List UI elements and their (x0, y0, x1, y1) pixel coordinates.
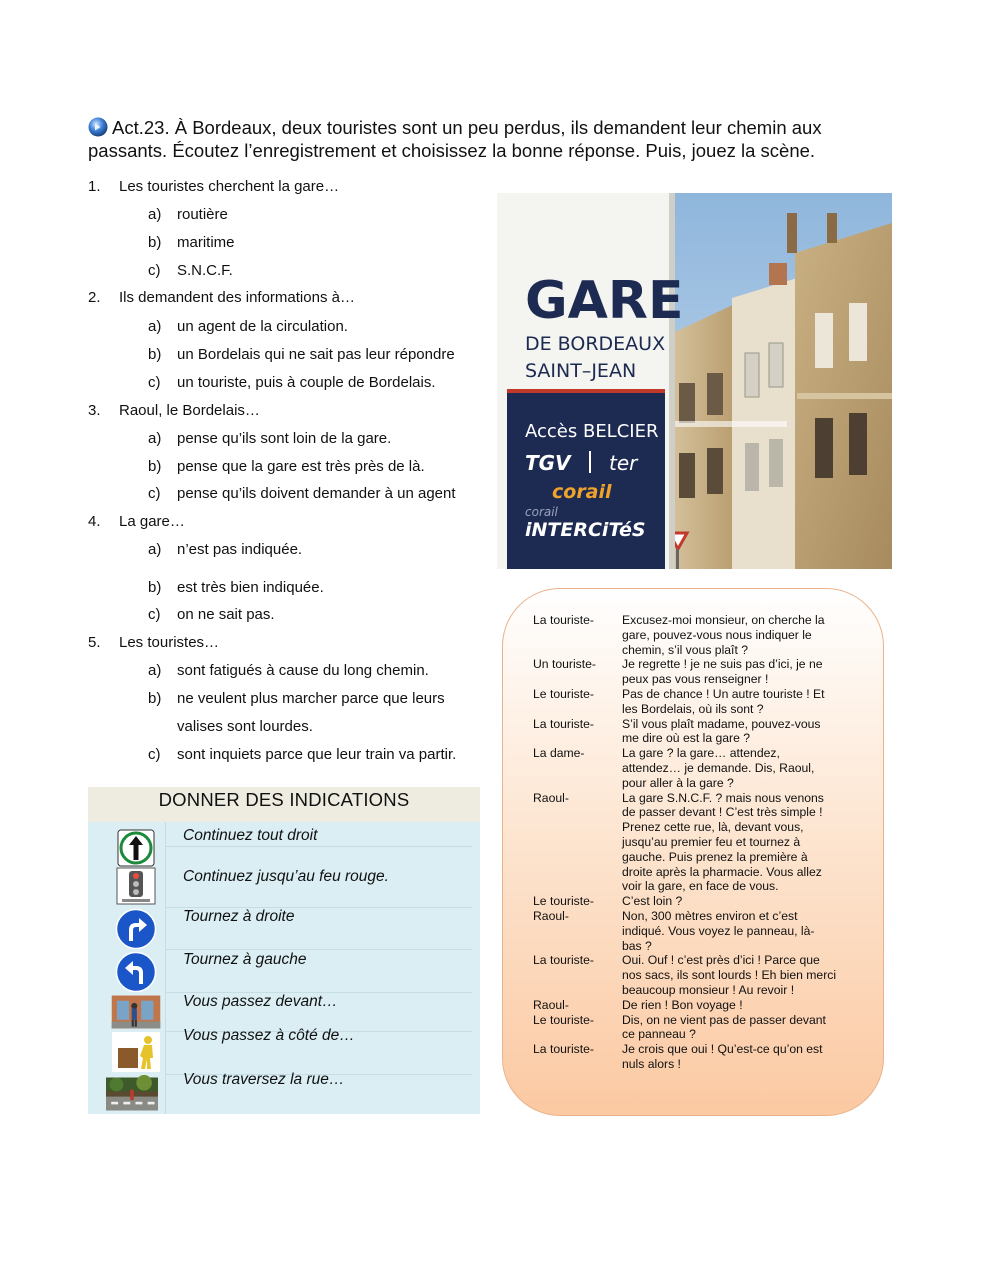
sign-corail: corail (552, 481, 612, 503)
dialogue-text-line: attendez… je demande. Dis, Raoul, (622, 760, 815, 775)
indication-text: Vous passez devant… (183, 993, 338, 1010)
sign-corail-small: corail (525, 505, 558, 519)
dialogue-text-line: Dis, on ne vient pas de passer devant (622, 1012, 826, 1027)
question-text: Raoul, le Bordelais… (119, 402, 260, 419)
option-letter: a) (148, 541, 162, 558)
dialogue-text-line: Non, 300 mètres environ et c’est (622, 909, 798, 923)
dialogue-text (622, 746, 858, 790)
dialogue-text (622, 998, 858, 1013)
activity-header (88, 116, 888, 162)
dialogue-text-line: peux pas vous renseigner ! (622, 672, 769, 687)
dialogue-text (622, 953, 858, 997)
dialogue-text-line: jusqu’au premier feu et tournez à (622, 834, 801, 849)
question-text: La gare… (119, 513, 185, 530)
dialogue-text-line: S’il vous plaît madame, pouvez-vous (622, 716, 821, 731)
indication-text: Vous passez à côté de… (183, 1027, 355, 1044)
dialogue-text-line: Je crois que oui ! Qu’est-ce qu’on est (622, 1042, 823, 1057)
dialogue-text-line: les Bordelais, où ils sont ? (622, 701, 764, 716)
option-letter: b) (148, 234, 162, 251)
dialogue-text-line: La gare ? la gare… attendez, (622, 746, 780, 761)
option-text: un Bordelais qui ne sait pas leur répondre (177, 346, 455, 363)
dialogue-text-line: de passer devant ! C’est très simple ! (622, 805, 823, 820)
option-letter: c) (148, 485, 161, 502)
option-text: routière (177, 206, 228, 223)
option-text: pense que la gare est très près de là. (177, 458, 425, 475)
dialogue-text-line: voir la gare, en face de vous. (622, 879, 779, 894)
dialogue-text-line: pour aller à la gare ? (622, 775, 734, 790)
traffic-light-icon (110, 866, 162, 906)
sign-saint-jean: SAINT–JEAN (525, 360, 637, 382)
option-letter: b) (148, 346, 162, 363)
dialogue-text-line: indiqué. Vous voyez le panneau, là- (622, 923, 815, 938)
dialogue-speaker: Le touriste- (533, 687, 594, 701)
option-text: est très bien indiquée. (177, 579, 324, 596)
dialogue-text (622, 657, 858, 687)
option-letter: a) (148, 318, 162, 335)
indication-text: Continuez jusqu’au feu rouge. (183, 868, 389, 885)
option-letter: c) (148, 262, 161, 279)
dialogue-text (622, 791, 858, 895)
sign-intercites: iNTERCiTéS (525, 519, 646, 541)
option-text: un touriste, puis à couple de Bordelais. (177, 374, 436, 391)
dialogue-speaker: La touriste- (533, 613, 594, 627)
dialogue-text-line: C’est loin ? (622, 894, 683, 909)
station-sign-photo (497, 193, 892, 569)
dialogue-text (622, 1042, 858, 1072)
option-text: un agent de la circulation. (177, 318, 348, 335)
turn-left-icon (110, 951, 162, 993)
dialogue-text-line: De rien ! Bon voyage ! (622, 997, 743, 1012)
option-text: ne veulent plus marcher parce que leurs (177, 690, 445, 707)
question-number: 3. (88, 402, 101, 419)
dialogue-text-line: Oui. Ouf ! c’est près d’ici ! Parce que (622, 953, 820, 968)
dialogue-speaker: La touriste- (533, 1042, 594, 1057)
dialogue-text-line: Je regrette ! je ne suis pas d’ici, je ne (622, 657, 823, 672)
option-letter: c) (148, 746, 161, 763)
option-text: pense qu’ils doivent demander à un agent (177, 485, 456, 502)
dialogue-text (622, 894, 858, 909)
option-text: n’est pas indiquée. (177, 541, 303, 558)
dialogue-speaker: La touriste- (533, 716, 594, 731)
sign-acces-belcier: Accès BELCIER (525, 421, 659, 442)
indications-title: DONNER DES INDICATIONS (88, 787, 480, 822)
dialogue-text-line: nos sacs, ils sont lourds ! Eh bien merci (622, 968, 837, 983)
dialogue-text-line: chemin, s’il vous plaît ? (622, 642, 748, 657)
question-text: Les touristes cherchent la gare… (119, 178, 340, 195)
question-number: 4. (88, 513, 101, 530)
header-line-1: Act.23. À Bordeaux, deux touristes sont un peu perdus, ils demandent leur chemin aux (112, 117, 822, 138)
dialogue-text (622, 613, 858, 657)
dialogue-text-line: ce panneau ? (622, 1027, 696, 1042)
sign-ter: ter (609, 451, 638, 475)
turn-right-icon (110, 908, 162, 950)
question-number: 1. (88, 178, 101, 195)
dialogue-text-line: La gare S.N.C.F. ? mais nous venons (622, 790, 824, 805)
question-number: 5. (88, 634, 101, 651)
option-letter: a) (148, 662, 162, 679)
dialogue-text-line: gare, pouvez-vous nous indiquer le (622, 627, 812, 642)
dialogue-text-line: bas ? (622, 938, 652, 953)
indication-text: Tournez à droite (183, 908, 295, 925)
dialogue-speaker: Un touriste- (533, 657, 596, 672)
sign-gare: GARE (525, 271, 684, 331)
dialogue-text-line: Pas de chance ! Un autre touriste ! Et (622, 687, 825, 701)
dialogue-text-line: Excusez-moi monsieur, on cherche la (622, 613, 825, 627)
dialogue-speaker: Le touriste- (533, 1012, 594, 1027)
dialogue-speaker: La dame- (533, 746, 585, 761)
dialogue-speaker: Raoul- (533, 909, 569, 923)
option-letter: a) (148, 430, 162, 447)
cross-street-icon (106, 1075, 158, 1113)
header-line-2: passants. Écoutez l’enregistrement et choisissez la bonne réponse. Puis, jouez la scène. (88, 140, 816, 161)
dialogue-text-line: Prenez cette rue, là, devant vous, (622, 820, 804, 835)
option-text: on ne sait pas. (177, 606, 275, 623)
indication-text: Continuez tout droit (183, 827, 318, 844)
option-letter: c) (148, 374, 161, 391)
straight-arrow-icon (110, 828, 162, 868)
dialogue-text-line: gauche. Puis prenez la première à (622, 849, 808, 864)
option-letter: b) (148, 579, 162, 596)
option-letter: c) (148, 606, 161, 623)
sign-tgv: TGV (525, 451, 571, 475)
indications-table (88, 787, 480, 1114)
indication-text: Tournez à gauche (183, 951, 307, 968)
option-text: S.N.C.F. (177, 262, 233, 279)
dialogue-speaker: Raoul- (533, 790, 569, 805)
dialogue-bubble (502, 588, 884, 1116)
dialogue-text-line: droite après la pharmacie. Vous allez (622, 864, 822, 879)
dialogue-text-line: me dire où est la gare ? (622, 731, 751, 746)
option-text: valises sont lourdes. (177, 718, 313, 735)
dialogue-text (622, 909, 858, 953)
dialogue-text (622, 687, 858, 717)
dialogue-speaker: Raoul- (533, 997, 569, 1012)
option-text: maritime (177, 234, 235, 251)
option-text: pense qu’ils sont loin de la gare. (177, 430, 392, 447)
question-number: 2. (88, 289, 101, 306)
option-letter: a) (148, 206, 162, 223)
option-text: sont fatigués à cause du long chemin. (177, 662, 429, 679)
sign-de-bordeaux: DE BORDEAUX (525, 333, 666, 355)
audio-play-icon[interactable] (88, 117, 108, 137)
question-text: Les touristes… (119, 634, 220, 651)
pass-in-front-icon (110, 993, 162, 1031)
option-text: sont inquiets parce que leur train va partir. (177, 746, 457, 763)
dialogue-speaker: Le touriste- (533, 894, 594, 909)
question-text: Ils demandent des informations à… (119, 289, 355, 306)
station-photo-illustration (497, 193, 892, 569)
dialogue-text-line: nuls alors ! (622, 1056, 681, 1071)
dialogue-text (622, 717, 858, 747)
dialogue-text (622, 1013, 858, 1043)
pass-beside-icon (110, 1032, 162, 1072)
dialogue-text-line: beaucoup monsieur ! Au revoir ! (622, 982, 795, 997)
dialogue-speaker: La touriste- (533, 953, 594, 968)
option-letter: b) (148, 690, 162, 707)
option-letter: b) (148, 458, 162, 475)
indication-text: Vous traversez la rue… (183, 1071, 345, 1088)
